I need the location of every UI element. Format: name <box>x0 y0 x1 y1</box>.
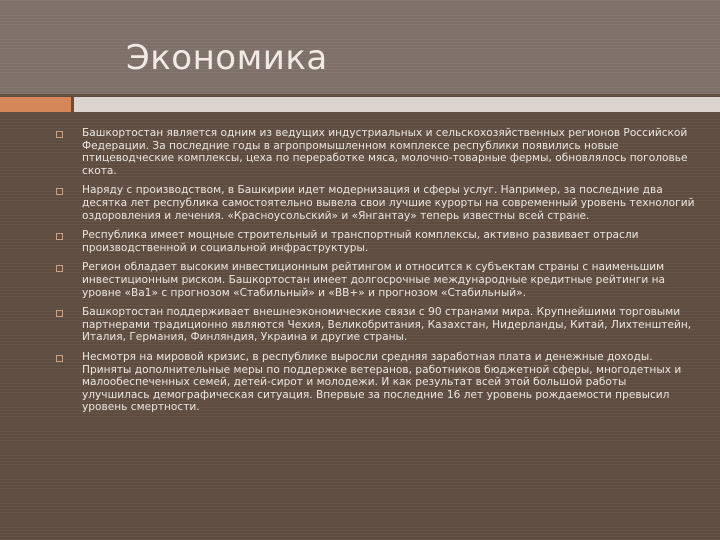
bullet-text: Регион обладает высоким инвестиционным рейтингом и относится к субъектам страны с наименьшим инвестиционным риском. Башкортостан имеет долгосрочные международные кредитные рейтинги на уровне «Ва1» с прогнозом «Стабильный» и «ВВ+» и прогнозом «Стабильный». <box>82 261 665 299</box>
bullet-text: Башкортостан поддерживает внешнеэкономические связи с 90 странами мира. Крупнейшими торговыми партнерами традиционно являются Чехия, Великобритания, Казахстан, Нидерланды, Китай, Лихтенштейн, Италия, Германия, Финляндия, Украина и другие страны. <box>82 306 692 344</box>
list-item <box>56 229 696 254</box>
accent-bar-light <box>74 97 720 112</box>
bullet-text: Башкортостан является одним из ведущих индустриальных и сельскохозяйственных регионов Российской Федерации. За последние годы в агропромышленном комплексе республики появились новые птицеводческие комплексы, цеха по переработке мяса, молочно-товарные фермы, обновлялось поголовье скота. <box>82 127 688 177</box>
bullet-list <box>56 127 696 421</box>
list-item <box>56 127 696 177</box>
title-band <box>0 0 720 94</box>
list-item <box>56 351 696 414</box>
bullet-text: Несмотря на мировой кризис, в республике выросли средняя заработная плата и денежные доходы. Приняты дополнительные меры по поддержке ветеранов, работников бюджетной сферы, многодетных и малообеспеченных семей, детей-сирот и молодежи. И как результат всей этой большой работы улучшилась демографическая ситуация. Впервые за последние 16 лет уровень рождаемости превысил уровень смертности. <box>82 350 682 414</box>
square-bullet-icon <box>56 131 63 138</box>
accent-bar-orange <box>0 97 71 112</box>
square-bullet-icon <box>56 265 63 272</box>
bullet-text: Республика имеет мощные строительный и транспортный комплексы, активно развивает отрасли производственной и социальной инфраструктуры. <box>82 229 639 254</box>
square-bullet-icon <box>56 310 63 317</box>
list-item <box>56 261 696 299</box>
square-bullet-icon <box>56 355 63 362</box>
list-item <box>56 184 696 222</box>
square-bullet-icon <box>56 188 63 195</box>
list-item <box>56 306 696 344</box>
bullet-text: Наряду с производством, в Башкирии идет модернизация и сферы услуг. Например, за последние два десятка лет республика самостоятельно вывела свои лучшие курорты на современный уровень технологий оздоровления и лечения. «Красноусольский» и «Янгантау» теперь известны всей стране. <box>82 184 695 222</box>
square-bullet-icon <box>56 233 63 240</box>
slide-title: Экономика <box>126 38 328 78</box>
